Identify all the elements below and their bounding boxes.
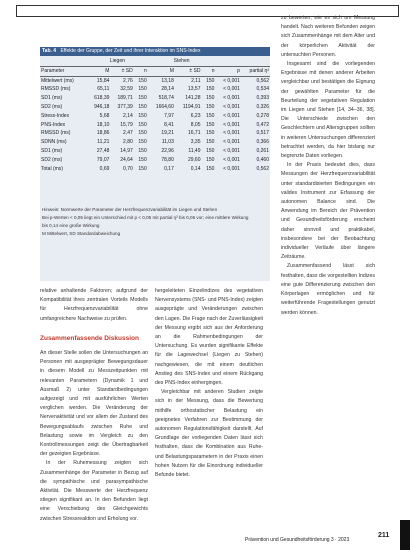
table-cell: 150 bbox=[138, 165, 147, 172]
table-cell: 0,472 bbox=[256, 121, 269, 128]
table-cell: 1194,91 bbox=[182, 103, 201, 110]
table-cell: 150 bbox=[138, 86, 147, 93]
column-1 bbox=[40, 287, 148, 524]
table-note-line: bis 0,14 eine große Wirkung bbox=[42, 223, 100, 228]
table-cell: 0,562 bbox=[241, 76, 270, 85]
journal-footer: Prävention und Gesundheitsförderung 3 · 2023 bbox=[245, 537, 350, 543]
table-cell: 0,326 bbox=[256, 103, 269, 110]
table-note-line: Hinweis: Normwerte der Parameter der Herzfrequenzvariabilität im Liegen und Stehen bbox=[42, 207, 218, 212]
table-cell: 150 bbox=[206, 156, 215, 163]
table-cell: 16,71 bbox=[187, 130, 201, 137]
table-cell: 150 bbox=[206, 121, 215, 128]
table-cell: 150 bbox=[134, 76, 148, 85]
table-body bbox=[40, 76, 270, 173]
table-column-headers bbox=[40, 66, 270, 76]
table-cell: Stress-Index bbox=[41, 112, 70, 119]
table-cell: 150 bbox=[206, 165, 215, 172]
table-cell: 150 bbox=[206, 130, 215, 137]
section-heading: Zusammenfassende Diskussion bbox=[40, 334, 139, 342]
table-row bbox=[40, 85, 270, 94]
table-cell: SDNN (ms) bbox=[41, 139, 67, 146]
table-cell: 2,14 bbox=[123, 112, 133, 119]
table-cell: 150 bbox=[138, 103, 147, 110]
column-header: partial η² bbox=[249, 67, 269, 74]
table-cell: 13,57 bbox=[187, 86, 201, 93]
table-notes bbox=[42, 206, 266, 238]
col2-paragraph: hergeleiteten Einzelindizes des vegetativen Nervensystems (SNS- und PNS-Index) zeigten ausgeprägte und Veränderungen zwischen den Lagen. Die Frage nach der Zuverlässigkeit der Messung ergibt sich aus der Anforderung an die Rahmenbedingungen der Untersuchung. Es wurden signifikante Effekte für die Lagewechsel (Liegen zu Stehen) nachgewiesen, die mit einem deutlichen Anstieg des SNS-Index und einem Rückgang des PNS-Index einhergingen. bbox=[155, 288, 263, 387]
table-cell: 3,35 bbox=[190, 139, 201, 146]
table-cell: 0,70 bbox=[123, 165, 133, 172]
table-cell: 24,64 bbox=[120, 156, 133, 163]
table-row bbox=[40, 76, 270, 85]
table-cell: 78,80 bbox=[161, 156, 174, 163]
col3-paragraph: Insgesamt sind die vorliegenden Ergebnisse mit denen anderer Arbeiten vergleichbar und bestätigen die Eignung der gewählten Parameter für die Beurteilung der vegetativen Regulation im Liegen und Stehen [14, 34–36, 38]. Die Unterschiede zwischen den Geschlechtern und Altersgruppen sollten in weiteren Untersuchungen differenziert betrachtet werden, da hier bislang nur begrenzte Daten vorliegen. bbox=[281, 61, 375, 160]
table-cell: 150 bbox=[138, 130, 147, 137]
table-row bbox=[40, 156, 270, 165]
table-cell: 946,18 bbox=[94, 103, 110, 110]
table-cell: SD2 (ms) bbox=[41, 103, 63, 110]
table-cell: 8,41 bbox=[164, 121, 174, 128]
table-cell: 150 bbox=[138, 139, 147, 146]
table-note-line: Bei p-Werten < 0,05 liegt ein Unterschied mit p < 0,05 mit partial η² bis 0,06 vor; eine mittlere Wirkung bbox=[42, 215, 249, 220]
table-cell: < 0,001 bbox=[223, 156, 240, 163]
table-cell: 150 bbox=[206, 86, 215, 93]
table-note-line: M Mittelwert, SD Standardabweichung bbox=[42, 231, 121, 236]
column-header: ± SD bbox=[121, 67, 133, 74]
table-cell: SD1 (ms) bbox=[41, 147, 63, 154]
col1-paragraph: An dieser Stelle sollen die Untersuchungen an Personen mit ausgeprägter Bewegungsdauer in diesem Modell zu Messzeitpunkten mit relevanten Parametern (Dynamik 1 und Ausmaß 2) unter Standardbedingungen aufgezeigt und mit ausführlichen Werten verglichen werden. Die Veränderung der Nervenaktivität und vor allem der Zustand des Bewegungsablaufs zwischen Ruhe und Belastung sowie im Vergleich zu den Kontrollmessungen zeigt die Übertragbarkeit der gezeigten Ergebnisse. bbox=[40, 350, 148, 458]
table-cell: 14,97 bbox=[120, 147, 133, 154]
column-header: n bbox=[143, 67, 147, 74]
table-cell: Mittelwert (ms) bbox=[40, 76, 87, 85]
table-cell: 2,76 bbox=[110, 76, 133, 85]
table-cell: < 0,001 bbox=[223, 112, 240, 119]
col3-paragraph: zu bewerten, wie es sich um Messung handelt. Nach weiteren Befunden zeigen sich Zusammenhänge mit dem Alter und der körperlichen Aktivität der untersuchten Personen. bbox=[281, 15, 375, 58]
table-cell: RMSSD (ms) bbox=[41, 86, 71, 93]
table-cell: < 0,001 bbox=[223, 86, 240, 93]
table-cell: 11,21 bbox=[97, 139, 110, 146]
table-cell: 150 bbox=[138, 156, 147, 163]
table-cell: 0,393 bbox=[256, 95, 269, 102]
table-cell: 0,460 bbox=[256, 156, 269, 163]
table-cell: 150 bbox=[206, 103, 215, 110]
table-cell: 32,59 bbox=[120, 86, 133, 93]
column-header: ± SD bbox=[189, 67, 201, 74]
table-cell: < 0,001 bbox=[215, 76, 240, 85]
page-number: 211 bbox=[378, 532, 390, 539]
table-cell: 7,97 bbox=[164, 112, 174, 119]
data-table bbox=[40, 57, 270, 173]
table-cell: 0,366 bbox=[256, 139, 269, 146]
table-cell: < 0,001 bbox=[223, 165, 240, 172]
col1-paragraph: In der Ruhemessung zeigten sich Zusammenhänge der Parameter in Bezug auf die sympathische und parasympathische Aktivität. Die Messwerte der Herzfrequenz stiegen signifikant an. In den Befunden liegt eine Verschiebung des Gleichgewichts zwischen Stressreaktion und Erholung vor. bbox=[40, 460, 148, 522]
table-row bbox=[40, 138, 270, 147]
table-cell: 2,11 bbox=[175, 76, 202, 85]
table-row bbox=[40, 112, 270, 121]
table-cell: 19,21 bbox=[161, 130, 174, 137]
table-cell: SD2 (ms) bbox=[41, 156, 63, 163]
table-cell: SD1 (ms) bbox=[41, 95, 63, 102]
column-3 bbox=[281, 14, 375, 532]
table-cell: 15,79 bbox=[120, 121, 133, 128]
table-cell: < 0,001 bbox=[223, 95, 240, 102]
table-cell: 377,39 bbox=[117, 103, 133, 110]
table-cell: 0,562 bbox=[256, 165, 269, 172]
table-cell: < 0,001 bbox=[223, 121, 240, 128]
table-cell: 0,17 bbox=[164, 165, 174, 172]
table-cell: 28,14 bbox=[161, 86, 174, 93]
table-cell: < 0,001 bbox=[223, 103, 240, 110]
table-cell: 22,96 bbox=[161, 147, 174, 154]
table-row bbox=[40, 165, 270, 174]
table-cell: 141,28 bbox=[185, 95, 201, 102]
table-row bbox=[40, 103, 270, 112]
table-cell: 0,69 bbox=[99, 165, 110, 172]
column-header: M bbox=[169, 67, 174, 74]
table-cell: 18,86 bbox=[96, 130, 110, 137]
table-cell: 189,71 bbox=[117, 95, 133, 102]
col3-paragraph: Zusammenfassend lässt sich festhalten, dass die vorgestellten Indizes eine gute Differenzierung zwischen den Körperlagen ermöglichen und für weiterführende Fragestellungen genutzt werden können. bbox=[281, 263, 375, 316]
table-cell: 150 bbox=[206, 139, 215, 146]
table-row bbox=[40, 94, 270, 103]
column-2 bbox=[155, 287, 263, 480]
table-caption-text: Effekte der Gruppe, der Zeit und ihrer Interaktion im SNS-Index bbox=[60, 48, 201, 54]
table-row bbox=[40, 121, 270, 130]
group-header-lying: Liegen bbox=[87, 57, 148, 66]
table-cell: 5,68 bbox=[99, 112, 110, 119]
table-cell: 618,39 bbox=[94, 95, 110, 102]
column-header: p bbox=[237, 67, 240, 74]
table-cell: 0,261 bbox=[256, 147, 269, 154]
table-cell: 2,80 bbox=[123, 139, 133, 146]
table-cell: 2,47 bbox=[123, 130, 133, 137]
page-edge-bar bbox=[400, 520, 410, 550]
table-cell: 0,278 bbox=[256, 112, 269, 119]
col1-lead: relative anhaltende Faktoren; aufgrund der Kompatibilität ihres zentralen Vorteils Modells für Herzfrequenzvariabilität ohne umfangreichere Nachweise zu prüfen. bbox=[40, 288, 148, 322]
table-cell: < 0,001 bbox=[223, 130, 240, 137]
table-cell: 150 bbox=[206, 95, 215, 102]
table-cell: 8,05 bbox=[190, 121, 201, 128]
table-cell: < 0,001 bbox=[223, 147, 240, 154]
col2-paragraph: Vergleichbar mit anderen Studien zeigte sich in der Messung, dass die Bewertung mithilfe orthostatischer Belastung ein geeignetes Verfahren zur Bestimmung der autonomen Regulationsfähigkeit darstellt. Auf Grundlage der vorliegenden Daten lässt sich festhalten, dass die Kombination aus Ruhe- und Belastungsparametern in der Praxis einen hohen Nutzen für die Einordnung individueller Befunde bietet. bbox=[155, 389, 263, 479]
table-cell: 0,534 bbox=[256, 86, 269, 93]
table-cell: 6,23 bbox=[190, 112, 201, 119]
table-cell: 0,14 bbox=[190, 165, 201, 172]
table-cell: 29,60 bbox=[187, 156, 201, 163]
table-cell: RMSSD (ms) bbox=[41, 130, 71, 137]
table-cell: 150 bbox=[138, 121, 147, 128]
table-cell: 150 bbox=[206, 112, 215, 119]
table-cell: 518,74 bbox=[158, 95, 174, 102]
table-cell: 11,49 bbox=[188, 147, 201, 154]
table-number: Tab. 4 bbox=[42, 48, 57, 54]
table-cell: 1664,60 bbox=[155, 103, 174, 110]
table-cell: 150 bbox=[202, 76, 216, 85]
table-cell: 150 bbox=[138, 95, 147, 102]
table-cell: 150 bbox=[206, 147, 215, 154]
column-header: n bbox=[211, 67, 215, 74]
table-row bbox=[40, 129, 270, 138]
table-cell: 150 bbox=[138, 112, 147, 119]
table-caption bbox=[40, 47, 270, 56]
column-header: Parameter bbox=[41, 67, 65, 74]
table-cell: PNS-Index bbox=[41, 121, 66, 128]
table-cell: 18,10 bbox=[96, 121, 110, 128]
table-cell: 11,03 bbox=[161, 139, 174, 146]
table-cell: 27,48 bbox=[96, 147, 110, 154]
table-cell: Total (ms) bbox=[41, 165, 63, 172]
table-cell: 65,11 bbox=[97, 86, 110, 93]
column-header: M bbox=[105, 67, 110, 74]
table-cell: 150 bbox=[138, 147, 147, 154]
table-cell: 13,18 bbox=[148, 76, 175, 85]
table-cell: < 0,001 bbox=[223, 139, 240, 146]
col3-paragraph: In der Praxis bedeutet dies, dass Messungen der Herzfrequenzvariabilität unter standardisierten Bedingungen ein valides Instrument zur Erfassung der autonomen Balance sind. Die Anwendung im Bereich der Prävention und Gesundheitsförderung erscheint daher sinnvoll und praktikabel, insbesondere bei der Beobachtung individueller Verläufe über längere Zeiträume. bbox=[281, 162, 375, 261]
table-cell: 79,07 bbox=[96, 156, 110, 163]
table-cell: 0,517 bbox=[256, 130, 269, 137]
table-cell: 15,84 bbox=[87, 76, 110, 85]
table-row bbox=[40, 147, 270, 156]
group-header-standing: Stehen bbox=[148, 57, 216, 66]
